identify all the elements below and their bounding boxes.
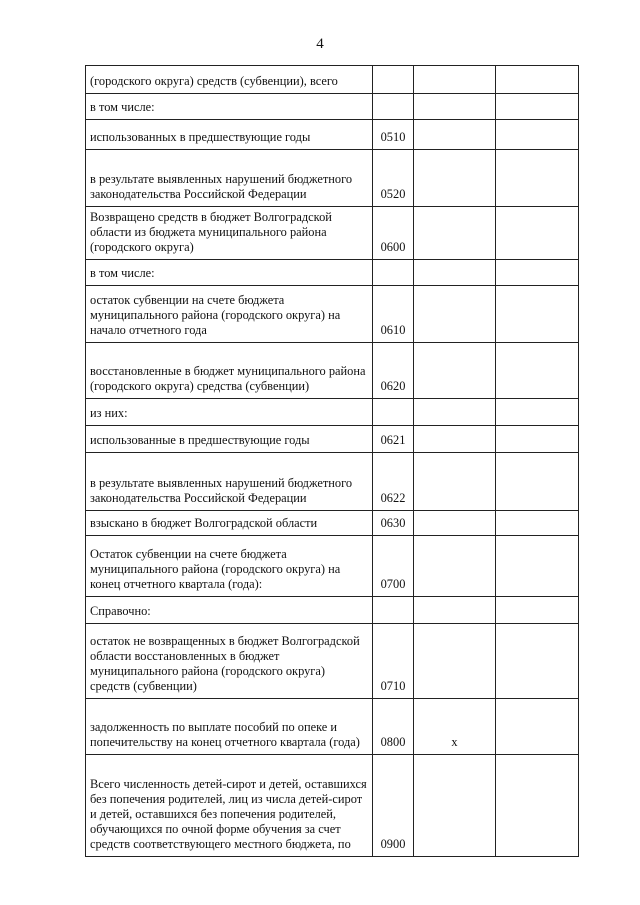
row-code: 0620 bbox=[373, 343, 414, 399]
table-row bbox=[86, 624, 579, 699]
row-value-2 bbox=[496, 207, 579, 260]
row-code: 0610 bbox=[373, 286, 414, 343]
row-code: 0630 bbox=[373, 511, 414, 536]
row-value-2 bbox=[496, 150, 579, 207]
row-label: Справочно: bbox=[86, 597, 373, 624]
table-row bbox=[86, 755, 579, 857]
table-row bbox=[86, 426, 579, 453]
row-label: остаток не возвращенных в бюджет Волгоградской области восстановленных в бюджет муниципального района (городского округа) средств (субвенции) bbox=[86, 624, 373, 699]
row-value-2 bbox=[496, 286, 579, 343]
row-value-2 bbox=[496, 453, 579, 511]
row-value-1 bbox=[414, 120, 496, 150]
row-value-2 bbox=[496, 536, 579, 597]
row-value-1 bbox=[414, 511, 496, 536]
table-row bbox=[86, 66, 579, 94]
row-label: в том числе: bbox=[86, 94, 373, 120]
row-value-1 bbox=[414, 207, 496, 260]
row-value-2 bbox=[496, 260, 579, 286]
row-value-2 bbox=[496, 120, 579, 150]
table-row bbox=[86, 453, 579, 511]
row-value-1 bbox=[414, 597, 496, 624]
row-label: использованных в предшествующие годы bbox=[86, 120, 373, 150]
table-row bbox=[86, 399, 579, 426]
row-label: Всего численность детей-сирот и детей, оставшихся без попечения родителей, лиц из числа детей-сирот и детей, оставшихся без попечения родителей, обучающихся по очной форме обучения за счет средств соответствующего местного бюджета, по bbox=[86, 755, 373, 857]
row-value-2 bbox=[496, 511, 579, 536]
row-label: взыскано в бюджет Волгоградской области bbox=[86, 511, 373, 536]
row-label: в результате выявленных нарушений бюджетного законодательства Российской Федерации bbox=[86, 453, 373, 511]
row-code: 0520 bbox=[373, 150, 414, 207]
row-value-2 bbox=[496, 597, 579, 624]
row-value-2 bbox=[496, 94, 579, 120]
row-value-1 bbox=[414, 426, 496, 453]
table-row bbox=[86, 536, 579, 597]
row-value-1 bbox=[414, 260, 496, 286]
table-row bbox=[86, 511, 579, 536]
row-label: (городского округа) средств (субвенции), всего bbox=[86, 66, 373, 94]
row-value-1 bbox=[414, 286, 496, 343]
row-code: 0700 bbox=[373, 536, 414, 597]
row-value-1 bbox=[414, 66, 496, 94]
row-code bbox=[373, 399, 414, 426]
row-value-2 bbox=[496, 66, 579, 94]
row-code: 0710 bbox=[373, 624, 414, 699]
row-value-2 bbox=[496, 399, 579, 426]
row-label: из них: bbox=[86, 399, 373, 426]
table-row bbox=[86, 597, 579, 624]
row-value-2 bbox=[496, 755, 579, 857]
table-row bbox=[86, 207, 579, 260]
row-label: в результате выявленных нарушений бюджетного законодательства Российской Федерации bbox=[86, 150, 373, 207]
row-value-1 bbox=[414, 536, 496, 597]
row-value-1 bbox=[414, 399, 496, 426]
row-value-1: x bbox=[414, 699, 496, 755]
row-code: 0900 bbox=[373, 755, 414, 857]
row-value-1 bbox=[414, 150, 496, 207]
row-label: использованные в предшествующие годы bbox=[86, 426, 373, 453]
table-row bbox=[86, 94, 579, 120]
table-row bbox=[86, 120, 579, 150]
page-number: 4 bbox=[316, 36, 324, 52]
row-label: остаток субвенции на счете бюджета муниципального района (городского округа) на начало отчетного года bbox=[86, 286, 373, 343]
row-code bbox=[373, 94, 414, 120]
row-value-1 bbox=[414, 343, 496, 399]
row-code: 0621 bbox=[373, 426, 414, 453]
row-value-2 bbox=[496, 426, 579, 453]
table-row bbox=[86, 260, 579, 286]
row-code bbox=[373, 66, 414, 94]
row-value-2 bbox=[496, 343, 579, 399]
row-code: 0800 bbox=[373, 699, 414, 755]
row-code: 0622 bbox=[373, 453, 414, 511]
row-value-1 bbox=[414, 94, 496, 120]
row-value-1 bbox=[414, 453, 496, 511]
row-label: восстановленные в бюджет муниципального района (городского округа) средства (субвенции) bbox=[86, 343, 373, 399]
row-value-1 bbox=[414, 755, 496, 857]
row-label: задолженность по выплате пособий по опеке и попечительству на конец отчетного квартала (года) bbox=[86, 699, 373, 755]
row-value-2 bbox=[496, 699, 579, 755]
row-code: 0510 bbox=[373, 120, 414, 150]
row-value-2 bbox=[496, 624, 579, 699]
table-row bbox=[86, 286, 579, 343]
report-table bbox=[85, 65, 579, 857]
row-label: Остаток субвенции на счете бюджета муниципального района (городского округа) на конец отчетного квартала (года): bbox=[86, 536, 373, 597]
row-value-1 bbox=[414, 624, 496, 699]
row-code: 0600 bbox=[373, 207, 414, 260]
table-row bbox=[86, 699, 579, 755]
row-code bbox=[373, 260, 414, 286]
row-label: Возвращено средств в бюджет Волгоградской области из бюджета муниципального района (городского округа) bbox=[86, 207, 373, 260]
table-row bbox=[86, 343, 579, 399]
row-code bbox=[373, 597, 414, 624]
table-row bbox=[86, 150, 579, 207]
row-label: в том числе: bbox=[86, 260, 373, 286]
